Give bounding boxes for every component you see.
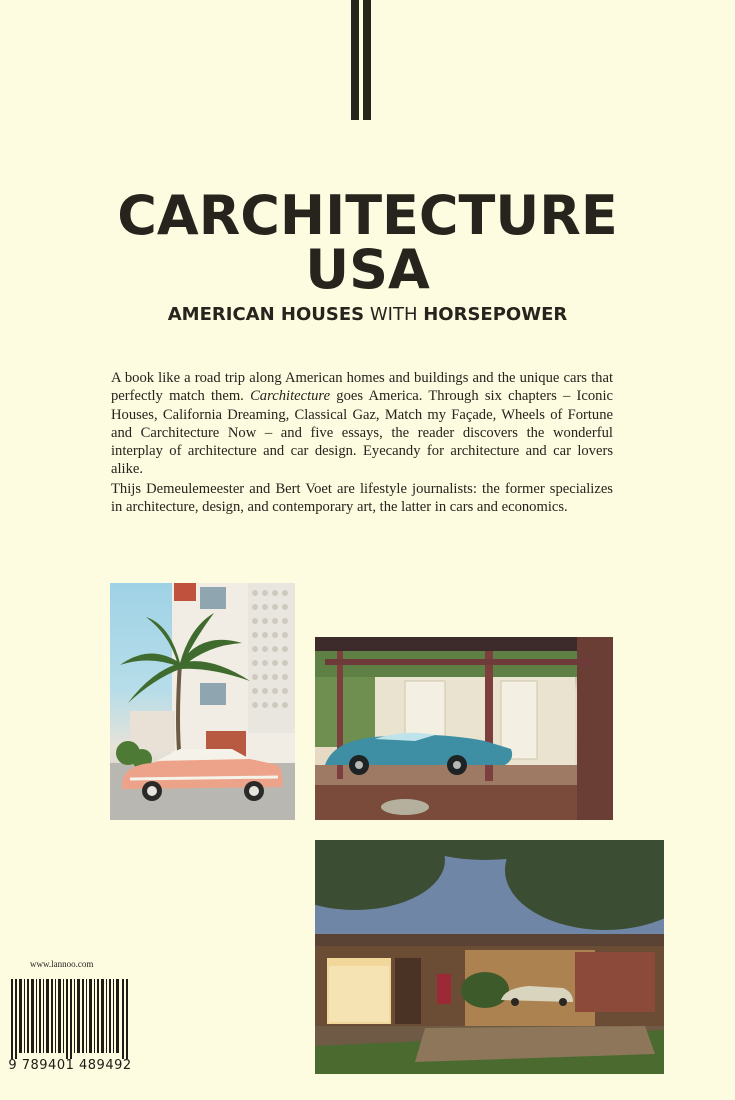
photo-miami-illustration — [110, 583, 295, 820]
subtitle-part1: AMERICAN HOUSES — [167, 304, 365, 325]
blurb-p1-book-name: Carchitecture — [250, 388, 331, 405]
photo-house-at-dusk — [315, 840, 664, 1074]
book-subtitle — [0, 304, 735, 326]
subtitle-part2: WITH — [369, 304, 418, 325]
blurb-p1-end: goes America. Through six chapters – Iconic Houses, California Dreaming, Classical Gaz, Match my Façade, Wheels of Fortune and Carchitecture Now – and five essays, the reader discovers the wonderful interplay of architecture and car design. Eyecandy for architecture and car lovers alike. — [111, 388, 613, 478]
photo-carport-illustration — [315, 637, 613, 820]
top-stripe-right — [363, 0, 371, 120]
blurb-p1-start: A book like a road trip along American homes and buildings and the unique cars that perfectly match them. — [111, 370, 613, 405]
top-stripe-left — [351, 0, 359, 120]
publisher-url[interactable]: www.lannoo.com — [30, 959, 94, 969]
photo-carport-blue-car — [315, 637, 613, 820]
isbn-number: 9 789401 489492 — [8, 1058, 132, 1073]
barcode — [11, 979, 128, 1059]
blurb-paragraph-2: Thijs Demeulemeester and Bert Voet are lifestyle journalists: the former specializes in architecture, design, and contemporary art, the latter in cars and economics. — [111, 481, 613, 516]
photo-miami-house-pink-car — [110, 583, 295, 820]
subtitle-part3: HORSEPOWER — [423, 304, 568, 325]
photo-dusk-illustration — [315, 840, 664, 1074]
blurb-paragraph-1 — [111, 369, 613, 479]
book-title-line2: USA — [305, 238, 430, 301]
book-title-line1: CARCHITECTURE — [117, 184, 618, 247]
